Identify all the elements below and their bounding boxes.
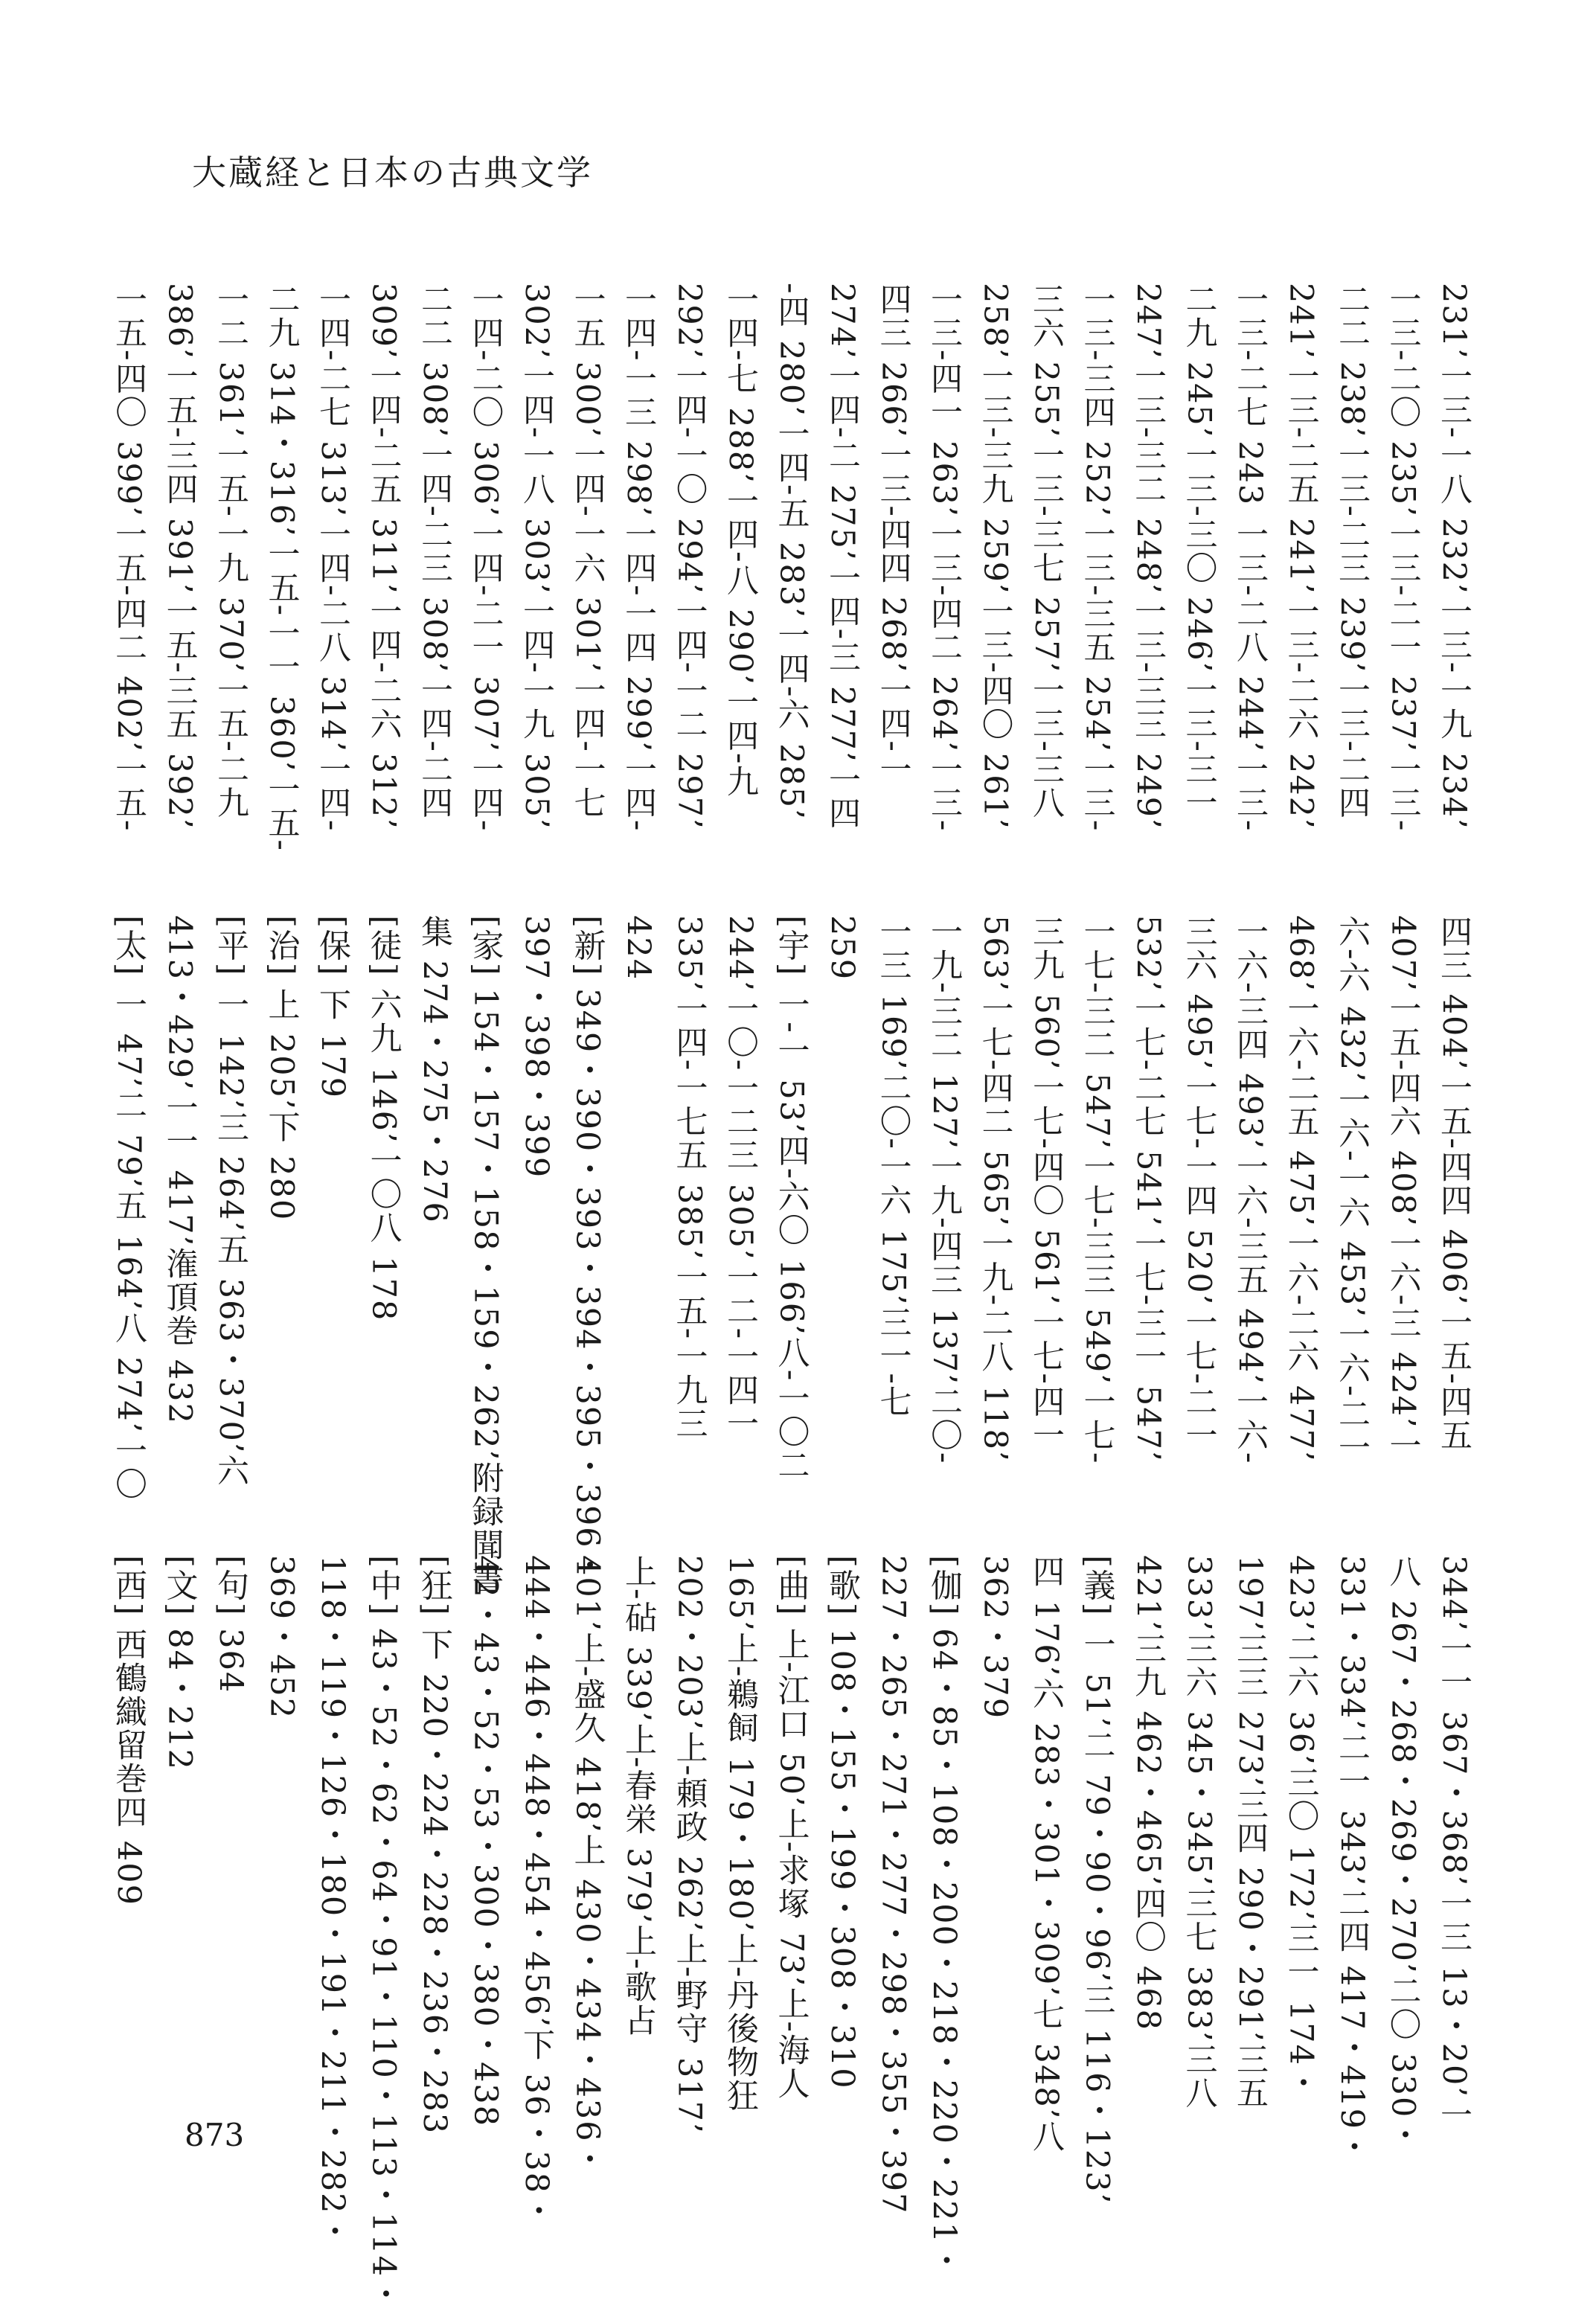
index-column: 一四-一三 298’一四-一四 299’一四-: [620, 283, 657, 833]
index-column: 202・203’上-頼政 262’上-野守 317’: [670, 1555, 708, 2135]
index-column: 244’一〇-一二三 305’一二-一四一: [722, 915, 759, 1441]
index-column: 362・379: [976, 1555, 1014, 1720]
index-column: 258’一三-三九 259’一三-四〇 261’: [976, 283, 1014, 830]
index-column: 集 274・275・276: [416, 915, 453, 1224]
index-column: 274’一四-二 275’一四-三 277’一四: [824, 283, 861, 830]
index-column: [文] 84・212: [161, 1555, 199, 1772]
index-column: 一四-二〇 306’一四-二一 307’一四-: [467, 283, 504, 833]
index-column: [保] 下 179: [314, 915, 351, 1099]
index-column: [家] 154・157・158・159・262’附録聞書: [467, 915, 504, 1596]
page-number: 873: [185, 2117, 245, 2153]
index-column: 331・334’二一 343’二四 417・419・: [1333, 1555, 1371, 2164]
index-column: 227・265・271・277・298・355・397: [874, 1555, 912, 2215]
index-column: 二九 314・316’一五-一一 360’一五-: [263, 283, 301, 852]
index-column: 一三 169’二〇-一六 175’三一-七: [874, 915, 912, 1419]
index-column: 247’一三-三二 248’一三-三三 249’: [1129, 283, 1167, 830]
index-column: 421’三九 462・465’四〇 468: [1129, 1555, 1167, 2031]
index-column: 413・429’一一 417’潅頂巻 432: [161, 915, 199, 1425]
index-column: 424: [620, 915, 657, 981]
index-column: 407’一五-四六 408’一六-三 424’一: [1384, 915, 1422, 1463]
index-column: 上-砧 339’上-春栄 379’上-歌占: [620, 1555, 657, 2038]
index-column: 二二 308’一四-二三 308’一四-二四: [416, 283, 453, 820]
index-column: 397・398・399: [518, 915, 555, 1179]
index-column: 一二 361’一五-一九 370’一五-二九: [212, 283, 249, 820]
index-column: [平] 一 142’三 264’五 363・370’六: [212, 915, 249, 1488]
index-column: 259: [824, 915, 861, 981]
index-column: [太] 一 47’二 79’五 164’八 274’一〇: [110, 915, 147, 1501]
index-column: [伽] 64・85・108・200・218・220・221・: [926, 1555, 963, 2278]
index-column: 二二 238’一三-二三 239’一三-二四: [1333, 283, 1371, 820]
index-column: 一三-四一 263’一三-四二 264’一三-: [926, 283, 963, 833]
index-column: [歌] 108・155・199・308・310: [824, 1555, 861, 2090]
index-column: 292’一四-一〇 294’一四-一二 297’: [670, 283, 708, 830]
index-column: 563’一七-四二 565’一九-二八 118’: [976, 915, 1014, 1463]
index-column: 一四-二七 313’一四-二八 314’一四-: [314, 283, 351, 833]
index-column: [狂] 下 220・224・228・236・283: [416, 1555, 453, 2135]
index-column: 118・119・126・180・191・211・282・: [314, 1555, 351, 2249]
index-column: -四 280’一四-五 283’一四-六 285’: [772, 283, 810, 821]
index-column: 三九 560’一七-四〇 561’一七-四一: [1028, 915, 1065, 1452]
index-column: 三六 255’一三-三七 257’一三-三八: [1028, 283, 1065, 820]
index-column: [義] 一 51’二 79・90・96’三 116・123’: [1078, 1555, 1116, 2205]
index-column: 一九-三二 127’一九-四三 137’二〇-: [926, 915, 963, 1465]
index-column: 165’上-鵜飼 179・180’上-丹後物狂: [722, 1555, 759, 2113]
index-column: 一六-三四 493’一六-三五 494’一六-: [1231, 915, 1269, 1465]
index-column: 六-六 432’一六-一六 453’一六-二一: [1333, 915, 1371, 1465]
index-column: [治] 上 205’下 280: [263, 915, 301, 1222]
index-column: [曲] 上-江口 50’上-求塚 73’上-海人: [772, 1555, 810, 2100]
index-column: 四三 404’一五-四四 406’一五-四五: [1435, 915, 1472, 1452]
index-column: 423’二六 36’三〇 172’三一 174・: [1282, 1555, 1320, 2100]
running-header: 大蔵経と日本の古典文学: [192, 153, 593, 193]
index-column: 三六 495’一七-一四 520’一七-二一: [1180, 915, 1218, 1452]
index-column: 一三-二〇 235’一三-二一 237’一三-: [1384, 283, 1422, 833]
index-column: 335’一四-一七五 385’一五-一九三: [670, 915, 708, 1441]
index-column: 344’一一 367・368’一三 13・20’一: [1435, 1555, 1472, 2132]
index-column: 二九 245’一三-三〇 246’一三-三一: [1180, 283, 1218, 820]
index-column: 一七-三二 547’一七-三三 549’一七-: [1078, 915, 1116, 1465]
index-column: 468’一六-二五 475’一六-二六 477’: [1282, 915, 1320, 1463]
index-column: 309’一四-二五 311’一四-二六 312’: [365, 283, 403, 830]
index-block-upper: [110, 283, 1472, 852]
index-column: [西] 西鶴織留巻四 409: [110, 1555, 147, 1906]
index-column: 四三 266’一三-四四 268’一四-一: [874, 283, 912, 786]
index-column: 401’上-盛久 418’上 430・434・436・: [568, 1555, 606, 2176]
index-column: 四 176’六 283・301・309’七 348’八: [1028, 1555, 1065, 2154]
index-column: [中] 43・52・62・64・91・110・113・114・: [365, 1555, 403, 2311]
index-column: 197’三三 273’三四 290・291’三五: [1231, 1555, 1269, 2110]
index-column: 一三-三四 252’一三-三五 254’一三-: [1078, 283, 1116, 833]
index-column: 532’一七-二七 541’一七-三一 547’: [1129, 915, 1167, 1463]
index-column: 444・446・448・454・456’下 36・38・: [518, 1555, 555, 2228]
index-column: 386’一五-三四 391’一五-三五 392’: [161, 283, 199, 830]
index-column: [宇] 一-一 53’四-六〇 166’八-一〇二: [772, 915, 810, 1483]
index-column: [徒] 六九 146’一〇八 178: [365, 915, 403, 1322]
index-column: 一五-四〇 399’一五-四二 402’一五-: [110, 283, 147, 833]
index-column: 一三-二七 243 一三-二八 244’一三-: [1231, 283, 1269, 833]
index-column: 302’一四-一八 303’一四-一九 305’: [518, 283, 555, 830]
index-column: [句] 364: [212, 1555, 249, 1694]
index-column: 一五 300’一四-一六 301’一四-一七: [568, 283, 606, 820]
index-column: 一四-七 288’一四-八 290’一四-九: [722, 283, 759, 799]
index-column: 231’一三-一八 232’一三-一九 234’: [1435, 283, 1472, 830]
index-column: 241’一三-二五 241’一三-二六 242’: [1282, 283, 1320, 830]
index-column: 八 267・268・269・270’二〇 330・: [1384, 1555, 1422, 2153]
index-column: 369・452: [263, 1555, 301, 1720]
index-column: 333’三六 345・345’三七 383’三八: [1180, 1555, 1218, 2110]
index-column: 42・43・52・53・300・380・438: [467, 1555, 504, 2128]
index-block-middle: [110, 915, 1472, 1596]
index-column: [新] 349・390・393・394・395・396・: [568, 915, 606, 1583]
